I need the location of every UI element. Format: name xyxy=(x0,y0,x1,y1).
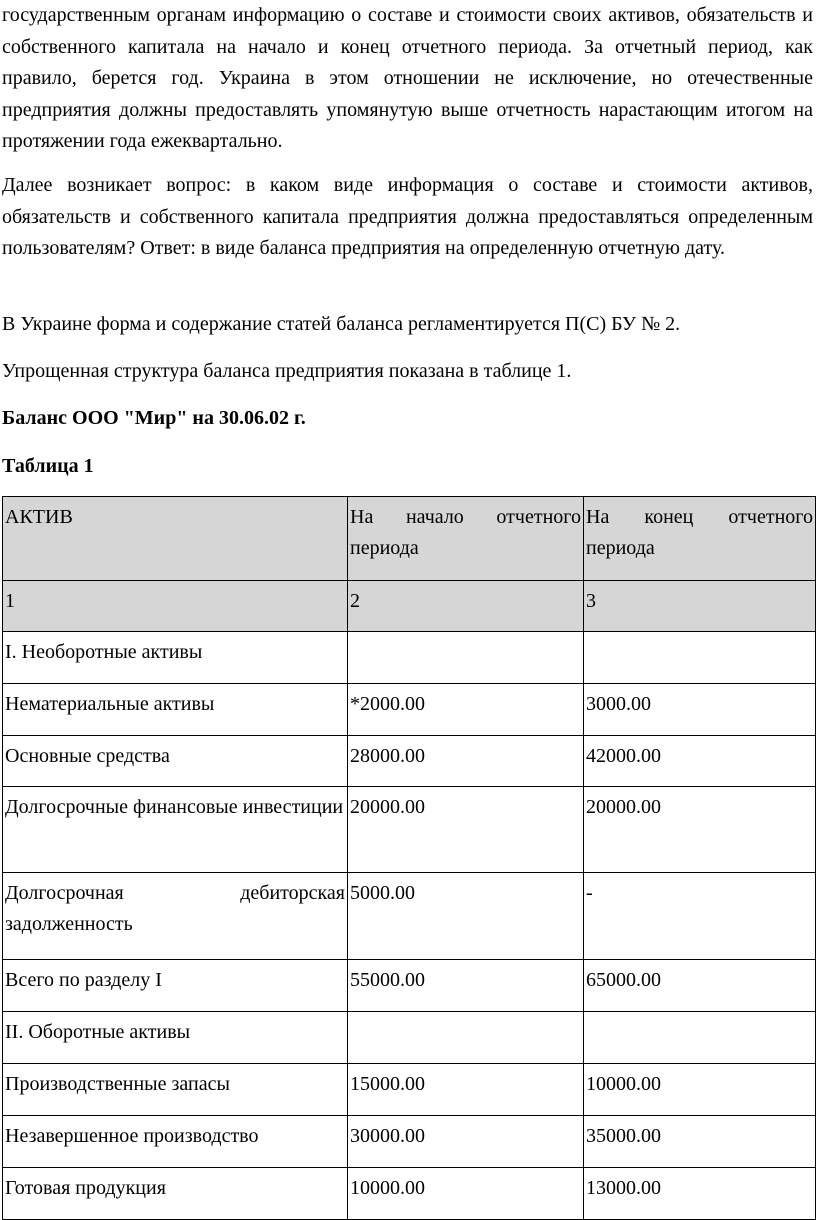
row-value-end: - xyxy=(584,873,816,960)
row-value-end: 20000.00 xyxy=(584,787,816,873)
table-header-row xyxy=(3,497,816,581)
row-value-start: 20000.00 xyxy=(348,787,584,873)
column-number: 3 xyxy=(584,581,816,632)
row-value-start: 10000.00 xyxy=(348,1168,584,1220)
row-label: I. Необоротные активы xyxy=(3,632,348,684)
table-row xyxy=(3,1064,816,1116)
row-value-start: 28000.00 xyxy=(348,736,584,787)
row-value-end: 65000.00 xyxy=(584,960,816,1012)
row-value-end: 10000.00 xyxy=(584,1064,816,1116)
row-label: Основные средства xyxy=(3,736,348,787)
table-row xyxy=(3,873,816,960)
row-value-start xyxy=(348,1012,584,1064)
row-value-start: 55000.00 xyxy=(348,960,584,1012)
row-label: Готовая продукция xyxy=(3,1168,348,1220)
column-number: 1 xyxy=(3,581,348,632)
row-value-start: *2000.00 xyxy=(348,684,584,736)
table-row xyxy=(3,1168,816,1220)
row-value-start: 5000.00 xyxy=(348,873,584,960)
row-value-end xyxy=(584,632,816,684)
table-row xyxy=(3,632,816,684)
paragraph-reporting-period: государственным органам информацию о составе и стоимости своих активов, обязательств и собственного капитала на начало и конец отчетного периода. За отчетный период, как правило, берется год. Украина в этом отношении не исключение, но отечественные предприятия должны предоставлять упомянутую выше отчетность нарастающим итогом на протяжении года ежеквартально. xyxy=(2,4,813,152)
row-value-start xyxy=(348,632,584,684)
row-value-start: 15000.00 xyxy=(348,1064,584,1116)
table-row xyxy=(3,787,816,873)
row-label: Производственные запасы xyxy=(3,1064,348,1116)
table-row xyxy=(3,1012,816,1064)
row-label: Незавершенное производство xyxy=(3,1116,348,1168)
table-row xyxy=(3,684,816,736)
paragraph-balance-question: Далее возникает вопрос: в каком виде информация о составе и стоимости активов, обязательств и собственного капитала предприятия должна предоставляться определенным пользователям? Ответ: в виде баланса предприятия на определенную отчетную дату. xyxy=(2,174,813,259)
balance-title: Баланс ООО "Мир" на 30.06.02 г. xyxy=(2,407,306,429)
row-value-end: 42000.00 xyxy=(584,736,816,787)
row-value-end: 35000.00 xyxy=(584,1116,816,1168)
table-row xyxy=(3,736,816,787)
table-row xyxy=(3,960,816,1012)
header-cell-end-period: На конец отчетного периода xyxy=(584,497,816,581)
header-cell-start-period: На начало отчетного периода xyxy=(348,497,584,581)
paragraph-simplified-structure: Упрощенная структура баланса предприятия показана в таблице 1. xyxy=(2,360,572,382)
column-number: 2 xyxy=(348,581,584,632)
row-value-start: 30000.00 xyxy=(348,1116,584,1168)
row-label: Всего по разделу I xyxy=(3,960,348,1012)
row-label: Нематериальные активы xyxy=(3,684,348,736)
row-value-end: 13000.00 xyxy=(584,1168,816,1220)
paragraph-regulation: В Украине форма и содержание статей баланса регламентируется П(С) БУ № 2. xyxy=(2,313,681,335)
row-value-end xyxy=(584,1012,816,1064)
balance-table xyxy=(2,496,816,1220)
row-label: Долгосрочные финансовые инвестиции xyxy=(3,787,348,873)
row-label: II. Оборотные активы xyxy=(3,1012,348,1064)
header-cell-assets: АКТИВ xyxy=(3,497,348,581)
table-row xyxy=(3,1116,816,1168)
row-label: Долгосрочная дебиторская задолженность xyxy=(3,873,348,960)
table-label: Таблица 1 xyxy=(2,455,94,477)
row-value-end: 3000.00 xyxy=(584,684,816,736)
table-number-row xyxy=(3,581,816,632)
